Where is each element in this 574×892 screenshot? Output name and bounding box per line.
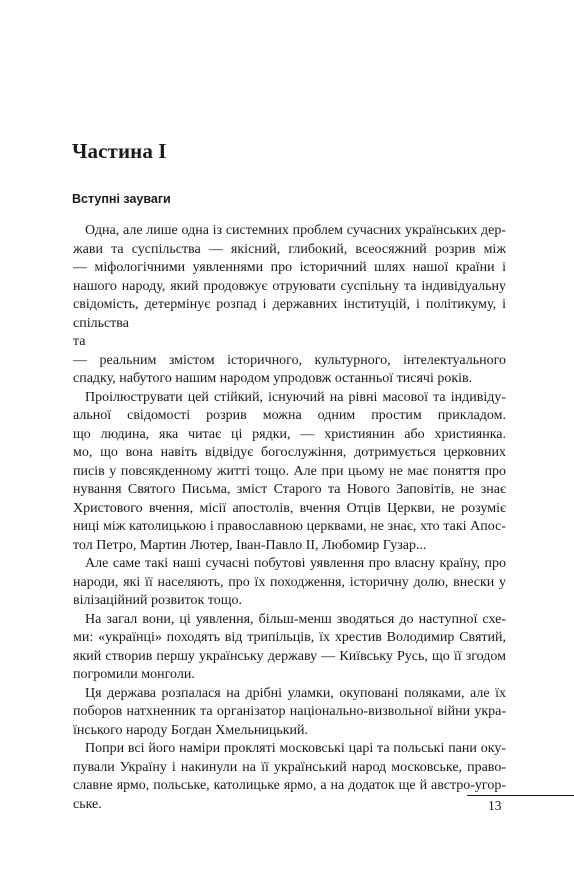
text-line: Проілюструвати цей стійкий, існуючий на рівні масової та індивіду- — [85, 389, 506, 405]
text-line: альної свідомості розрив можна одним простим прикладом. — [73, 408, 506, 423]
text-line: Але саме такі наші сучасні побутові уявлення про власну країну, про — [85, 556, 506, 571]
text-line: ми: «українці» походять від трипільців, їх хрестив Володимир Святий, — [73, 630, 506, 645]
text-line: ське. — [73, 796, 102, 812]
page-number: 13 — [488, 798, 502, 813]
text-line: їнського народу Богдан Хмельницький. — [73, 722, 309, 738]
text-line: що людина, яка читає ці рядки, — християнин або християнка. — [73, 426, 506, 442]
text-line: пували Україну і накинули на її український народ московське, право- — [73, 759, 506, 775]
text-line: спільства — [73, 315, 129, 331]
chapter-title: Частина I — [72, 139, 167, 163]
text-line: народи, які її населяють, про їх походження, історичну долю, внески у — [73, 574, 506, 590]
text-line: писів у повсякденному житті тощо. Але при цьому не має поняття про — [73, 463, 506, 479]
text-line: — міфологічними уявленнями про історичний шлях нашої країни і — [73, 260, 506, 275]
footer-rule — [467, 795, 574, 796]
text-line: ниці між католицькою і православною церквами, не знає, хто такі Апос- — [73, 519, 506, 534]
text-line: Попри всі його наміри прокляті московські царі та польські пани оку- — [85, 741, 506, 756]
text-line: жави та суспільства — якісний, глибокий, всеосяжний розрив між — [73, 241, 506, 257]
text-line: погромили монголи. — [73, 667, 195, 682]
text-line: мо, що вона навіть відвідує богослужіння, дотримується церковних — [73, 445, 506, 460]
text-line: та — [73, 334, 86, 349]
text-line: нашого народу, який продовжує отруювати суспільну та індивідуальну — [73, 278, 506, 294]
text-line: свідомість, детермінує розпад і державних інституцій, і політикуму, і — [73, 297, 506, 312]
text-line: Ця держава розпалася на дрібні уламки, окуповані поляками, але їх — [85, 685, 506, 701]
section-title: Вступні зауваги — [72, 192, 171, 206]
text-line: Одна, але лише одна із системних проблем сучасних українських дер- — [85, 223, 506, 238]
body-text — [73, 222, 506, 814]
text-line: тол Петро, Мартин Лютер, Іван-Павло II, Любомир Гузар... — [73, 537, 427, 553]
text-line: спадку, набутого нашим народом упродовж останньої тисячі років. — [73, 371, 473, 386]
text-line: поборов натхненник та організатор національно-визвольної війни укра- — [73, 704, 506, 719]
text-line: який створив першу українську державу — Київську Русь, що її згодом — [73, 648, 506, 664]
text-line: нування Святого Письма, зміст Старого та Нового Заповітів, не знає — [73, 482, 506, 497]
text-line: Христового вчення, місії апостолів, вчення Отців Церкви, не розуміє — [73, 500, 506, 516]
text-line: славне ярмо, польське, католицьке ярмо, а на додаток ще й австро-угор- — [73, 778, 506, 793]
text-line: — реальним змістом історичного, культурного, інтелектуального — [73, 352, 506, 368]
text-line: На загал вони, ці уявлення, більш-менш зводяться до наступної схе- — [85, 611, 506, 627]
text-line: вілізаційний розвиток тощо. — [73, 593, 243, 608]
